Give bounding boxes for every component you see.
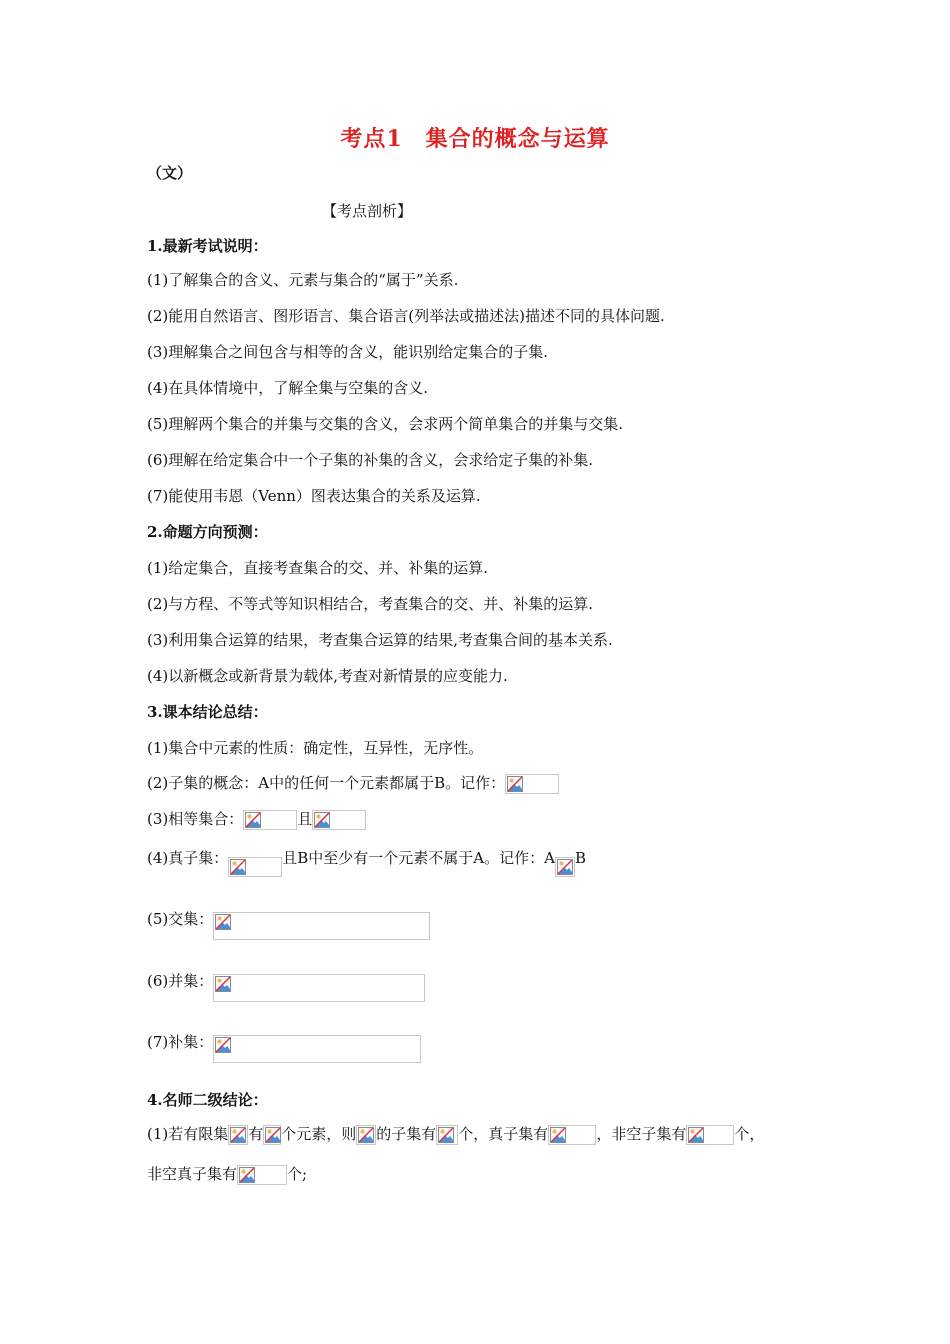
s1-heading: 1.最新考试说明： bbox=[147, 237, 268, 255]
formula-image bbox=[686, 1125, 734, 1145]
s4-text: ，非空子集有 bbox=[596, 1125, 687, 1143]
formula-image bbox=[356, 1125, 376, 1145]
s4-text: 非空真子集有 bbox=[147, 1165, 238, 1183]
s3-item-5-text: (5)交集： bbox=[147, 910, 214, 928]
formula-image bbox=[228, 857, 282, 877]
s4-text: 个; bbox=[287, 1165, 308, 1183]
s4-text: (1)若有限集 bbox=[147, 1125, 229, 1143]
formula-image bbox=[312, 810, 366, 830]
s1-item: (4)在具体情境中，了解全集与空集的含义. bbox=[147, 379, 429, 397]
s2-item: (4)以新概念或新背景为载体,考查对新情景的应变能力. bbox=[147, 667, 508, 685]
section-header: 【考点剖析】 bbox=[322, 202, 413, 220]
formula-image bbox=[548, 1125, 596, 1145]
broken-image-icon bbox=[230, 859, 246, 875]
s1-item: (3)理解集合之间包含与相等的含义，能识别给定集合的子集. bbox=[147, 343, 549, 361]
formula-image bbox=[228, 1125, 248, 1145]
s3-heading: 3.课本结论总结： bbox=[147, 703, 268, 721]
s3-item-4-end: B bbox=[574, 849, 586, 867]
formula-image bbox=[505, 774, 559, 794]
s3-item-5 bbox=[147, 906, 430, 934]
s4-text: 个， bbox=[734, 1125, 765, 1143]
s1-item: (1)了解集合的含义、元素与集合的“属于”关系. bbox=[147, 271, 459, 289]
s3-item-2 bbox=[147, 773, 559, 794]
s1-item: (7)能使用韦恩（Venn）图表达集合的关系及运算. bbox=[147, 487, 481, 505]
s4-text: 个，真子集有 bbox=[458, 1125, 549, 1143]
formula-image bbox=[213, 1035, 421, 1063]
s3-item-7 bbox=[147, 1029, 421, 1057]
broken-image-icon bbox=[230, 1127, 246, 1143]
s4-item-1 bbox=[147, 1124, 764, 1145]
s2-heading: 2.命题方向预测： bbox=[147, 523, 268, 541]
s3-item-4-text: (4)真子集： bbox=[147, 849, 229, 867]
s3-item-3-text: (3)相等集合： bbox=[147, 810, 244, 828]
s4-item-1-cont bbox=[147, 1164, 307, 1185]
broken-image-icon bbox=[215, 914, 231, 930]
broken-image-icon bbox=[215, 1037, 231, 1053]
formula-image bbox=[243, 810, 297, 830]
broken-image-icon bbox=[507, 776, 523, 792]
s3-item-6 bbox=[147, 968, 425, 996]
formula-image bbox=[436, 1125, 458, 1145]
s3-item-4 bbox=[147, 848, 586, 869]
broken-image-icon bbox=[358, 1127, 374, 1143]
s3-item-1: (1)集合中元素的性质：确定性，互异性，无序性。 bbox=[147, 739, 484, 757]
broken-image-icon bbox=[438, 1127, 454, 1143]
s3-item-4-middle: 且B中至少有一个元素不属于A。记作：A bbox=[282, 849, 555, 867]
broken-image-icon bbox=[245, 812, 261, 828]
page-title: 考点1 集合的概念与运算 bbox=[340, 126, 610, 152]
conjunction-text: 且 bbox=[297, 810, 313, 828]
broken-image-icon bbox=[215, 976, 231, 992]
s2-item: (2)与方程、不等式等知识相结合，考查集合的交、并、补集的运算. bbox=[147, 595, 594, 613]
subtitle: （文） bbox=[147, 164, 193, 182]
s2-item: (1)给定集合，直接考查集合的交、并、补集的运算. bbox=[147, 559, 489, 577]
broken-image-icon bbox=[688, 1127, 704, 1143]
formula-image bbox=[213, 974, 425, 1002]
s3-item-7-text: (7)补集： bbox=[147, 1033, 214, 1051]
s2-item: (3)利用集合运算的结果，考查集合运算的结果,考查集合间的基本关系. bbox=[147, 631, 613, 649]
s1-item: (2)能用自然语言、图形语言、集合语言(列举法或描述法)描述不同的具体问题. bbox=[147, 307, 665, 325]
s3-item-6-text: (6)并集： bbox=[147, 972, 214, 990]
s3-item-3 bbox=[147, 809, 366, 830]
s4-text: 个元素，则 bbox=[281, 1125, 357, 1143]
broken-image-icon bbox=[239, 1167, 255, 1183]
broken-image-icon bbox=[550, 1127, 566, 1143]
s4-heading: 4.名师二级结论： bbox=[147, 1091, 268, 1109]
s1-item: (6)理解在给定集合中一个子集的补集的含义，会求给定子集的补集. bbox=[147, 451, 594, 469]
broken-image-icon bbox=[557, 859, 573, 875]
formula-image bbox=[555, 857, 575, 877]
broken-image-icon bbox=[314, 812, 330, 828]
s1-item: (5)理解两个集合的并集与交集的含义，会求两个简单集合的并集与交集. bbox=[147, 415, 624, 433]
s3-item-2-text: (2)子集的概念：A中的任何一个元素都属于B。记作： bbox=[147, 774, 506, 792]
s4-text: 有 bbox=[248, 1125, 264, 1143]
formula-image bbox=[213, 912, 430, 940]
formula-image bbox=[263, 1125, 281, 1145]
s4-text: 的子集有 bbox=[376, 1125, 437, 1143]
formula-image bbox=[237, 1165, 287, 1185]
broken-image-icon bbox=[265, 1127, 281, 1143]
